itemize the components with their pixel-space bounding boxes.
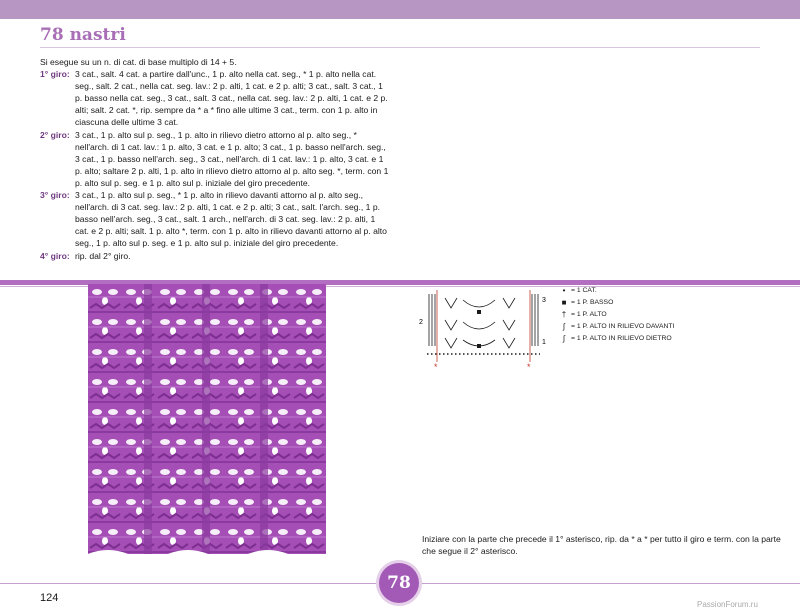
round-text: 3 cat., salt. 4 cat. a partire dall'unc., 1 p. alto nella cat. seg., * 1 p. alto nella cat. seg., salt. 2 cat., nella cat. seg. lav.: 2 p. alti, 1 cat. e 2 p. alti; 3 cat., salt. 3 cat., 1 p. basso nella cat. seg., 3 cat., salt. 3 cat., nella cat. seg. lav.: 2 p. alti, 1 cat. e 2 p. alti; salt. 2 cat. *, rip. sempre da * a * fino alle ultime 3 cat., term. con 1 p. alto in ciascuna delle ultime 3 cat. <box>75 69 388 128</box>
round-1 <box>40 68 390 128</box>
instructions <box>40 56 390 262</box>
round-text: rip. dal 2° giro. <box>75 250 131 261</box>
legend-item <box>557 323 677 331</box>
diagram-row-3: 3 <box>542 297 546 304</box>
round-4 <box>40 250 390 262</box>
legend-item <box>557 335 677 343</box>
chain-icon: • <box>562 286 566 295</box>
stitch-diagram <box>415 286 550 372</box>
round-label: 3° giro: <box>40 190 70 201</box>
diagram-row-1: 1 <box>542 339 546 346</box>
round-text: 3 cat., 1 p. alto sul p. seg., * 1 p. alto in rilievo davanti attorno al p. alto seg., nell'arch. di 3 cat. seg. lav.: 2 p. alti, 1 cat. e 2 p. alti; 3 cat., salt. l'arch. seg., 1 p. basso nell'arch. seg., 3 cat., salt. 1 arch., nell'arch. di 3 cat. seg. lav.: 2 p. alti, 1 cat. e 2 p. alti; salt. 1 p. alto *, term. con 1 p. alto in rilievo davanti attorno al p. alto seg., 1 p. alto sul p. seg. e 1 p. alto sul p. iniziale del giro precedente. <box>75 190 387 249</box>
legend-item <box>557 287 677 295</box>
round-label: 1° giro: <box>40 69 70 80</box>
pattern-number-badge: 78 <box>379 563 419 603</box>
double-crochet-icon: † <box>561 310 567 319</box>
top-band <box>0 0 800 19</box>
legend-item <box>557 299 677 307</box>
legend-label: = 1 CAT. <box>571 287 597 294</box>
diagram-repeat-marker-right: * <box>527 362 531 372</box>
back-post-icon: ∫ <box>562 334 566 343</box>
footnote: Iniziare con la parte che precede il 1° asterisco, rip. da * a * per tutto il giro e term. con la parte che segue il 2° asterisco. <box>422 534 781 556</box>
round-text: 3 cat., 1 p. alto sul p. seg., 1 p. alto in rilievo dietro attorno al p. alto seg., * nell'arch. di 1 cat. lav.: 1 p. alto, 3 cat. e 1 p. alto; 3 cat., 1 p. basso nell'arch. seg., 3 cat., 1 p. basso nell'arch. seg., 3 cat., nell'arch. di 1 cat. lav.: 1 p. alto, 3 cat. e 1 p. alto; saltare 2 p. alti, 1 p. alto in rilievo dietro attorno al p. alto seg. *, term. con 1 p. alto sul p. seg. e 1 p. alto sul p. iniziale del giro precedente. <box>75 129 389 188</box>
round-label: 2° giro: <box>40 129 70 140</box>
legend-item <box>557 311 677 319</box>
page-title: 78 nastri <box>40 25 126 45</box>
single-crochet-icon: ■ <box>561 298 567 307</box>
legend-label: = 1 P. BASSO <box>571 299 614 306</box>
crochet-swatch-photo <box>88 284 326 554</box>
diagram-row-2: 2 <box>419 319 423 326</box>
page-number: 124 <box>40 592 59 604</box>
legend-label: = 1 P. ALTO <box>571 311 607 318</box>
round-label: 4° giro: <box>40 250 70 261</box>
diagram-repeat-marker-left: * <box>434 362 438 372</box>
instructions-intro: Si esegue su un n. di cat. di base multiplo di 14 + 5. <box>40 57 237 67</box>
legend-label: = 1 P. ALTO IN RILIEVO DIETRO <box>571 335 672 342</box>
front-post-icon: ∫ <box>562 322 566 331</box>
watermark: PassionForum.ru <box>697 600 758 609</box>
round-2 <box>40 129 390 189</box>
stitch-legend <box>557 287 677 347</box>
legend-label: = 1 P. ALTO IN RILIEVO DAVANTI <box>571 323 675 330</box>
title-rule <box>40 47 760 48</box>
round-3 <box>40 189 390 249</box>
